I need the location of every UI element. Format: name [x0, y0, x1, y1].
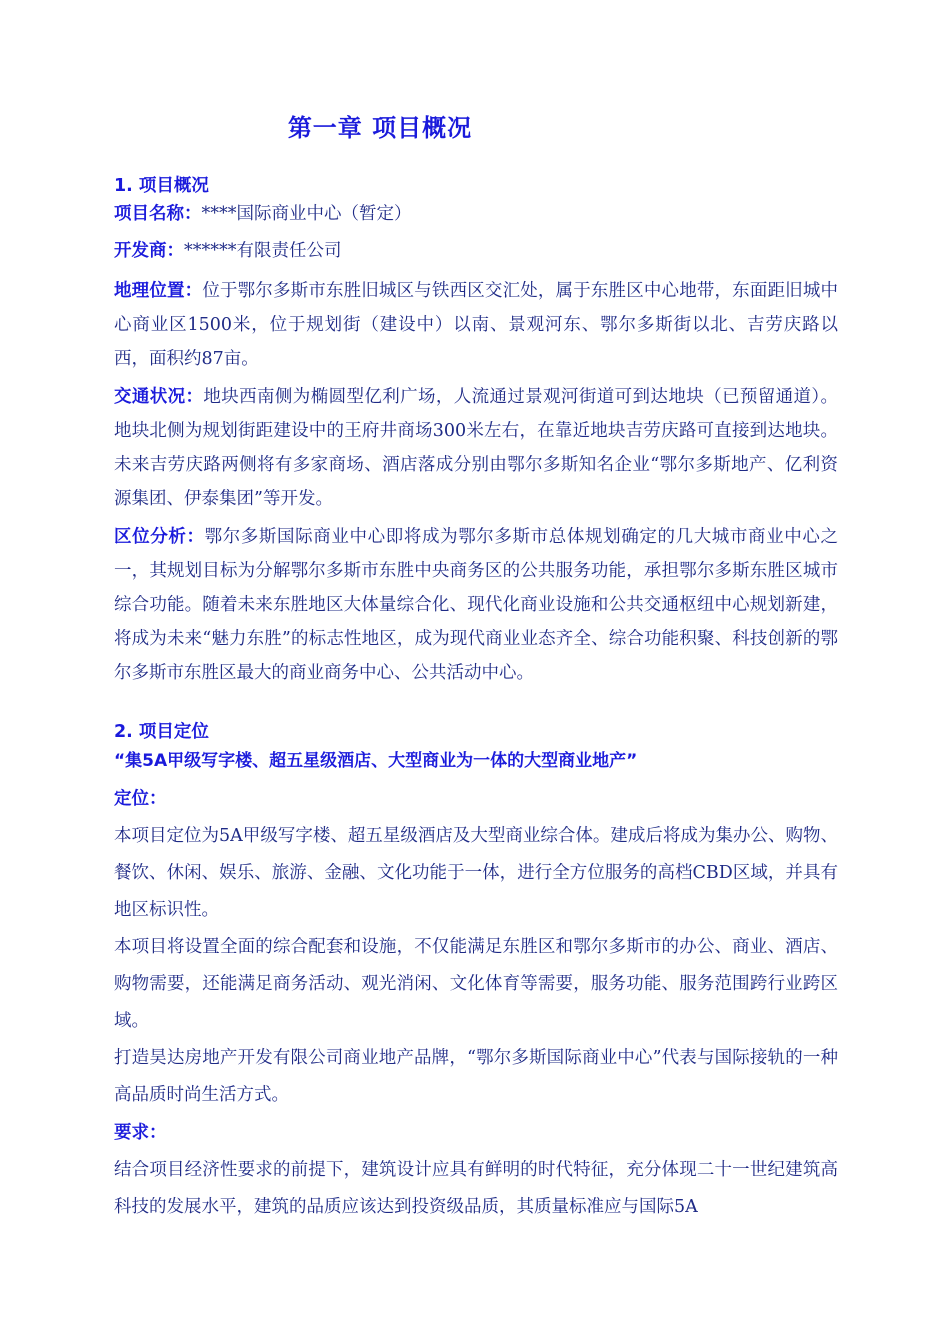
- location-paragraph: [114, 274, 838, 376]
- developer-line: [114, 232, 838, 270]
- traffic-paragraph: [114, 380, 838, 516]
- positioning-paragraph-1: 本项目定位为5A甲级写字楼、超五星级酒店及大型商业综合体。建成后将成为集办公、购物、餐饮、休闲、娱乐、旅游、金融、文化功能于一体，进行全方位服务的高档CBD区域，并具有地区标识性。: [114, 826, 838, 920]
- district-label: 区位分析：: [114, 527, 205, 547]
- district-value: 鄂尔多斯国际商业中心即将成为鄂尔多斯市总体规划确定的几大城市商业中心之一，其规划目标为分解鄂尔多斯市东胜中央商务区的公共服务功能，承担鄂尔多斯东胜区城市综合功能。随着未来东胜地区大体量综合化、现代化商业设施和公共交通枢纽中心规划新建，将成为未来“魅力东胜”的标志性地区，成为现代商业业态齐全、综合功能积聚、科技创新的鄂尔多斯市东胜区最大的商业商务中心、公共活动中心。: [114, 527, 838, 683]
- requirements-label: 要求：: [114, 1123, 167, 1143]
- positioning-paragraph-3: 打造昊达房地产开发有限公司商业地产品牌，“鄂尔多斯国际商业中心”代表与国际接轨的一种高品质时尚生活方式。: [114, 1048, 838, 1105]
- section-1-heading: 1. 项目概况: [114, 176, 209, 196]
- traffic-value: 地块西南侧为椭圆型亿利广场，人流通过景观河街道可到达地块（已预留通道）。地块北侧为规划街距建设中的王府井商场300米左右，在靠近地块吉劳庆路可直接到达地块。未来吉劳庆路两侧将有多家商场、酒店落成分别由鄂尔多斯知名企业“鄂尔多斯地产、亿利资源集团、伊泰集团”等开发。: [114, 387, 838, 509]
- document-content: [114, 172, 838, 1226]
- section-2-heading: 2. 项目定位: [114, 722, 209, 742]
- location-value: 位于鄂尔多斯市东胜旧城区与铁西区交汇处，属于东胜区中心地带，东面距旧城中心商业区1500米，位于规划街（建设中）以南、景观河东、鄂尔多斯街以北、吉劳庆路以西，面积约87亩。: [114, 281, 838, 369]
- project-name-value: ****国际商业中心（暂定）: [201, 204, 412, 224]
- positioning-label: 定位：: [114, 789, 167, 809]
- requirements-paragraph-1: 结合项目经济性要求的前提下，建筑设计应具有鲜明的时代特征，充分体现二十一世纪建筑高科技的发展水平，建筑的品质应该达到投资级品质，其质量标准应与国际5A: [114, 1160, 838, 1217]
- traffic-label: 交通状况：: [114, 387, 204, 407]
- project-name-label: 项目名称：: [114, 204, 202, 224]
- district-paragraph: [114, 520, 838, 690]
- developer-label: 开发商：: [114, 241, 184, 261]
- project-slogan: “集5A甲级写字楼、超五星级酒店、大型商业为一体的大型商业地产”: [114, 751, 638, 771]
- location-label: 地理位置：: [114, 281, 203, 301]
- project-name-line: [114, 200, 838, 228]
- positioning-paragraph-2: 本项目将设置全面的综合配套和设施，不仅能满足东胜区和鄂尔多斯市的办公、商业、酒店、购物需要，还能满足商务活动、观光消闲、文化体育等需要，服务功能、服务范围跨行业跨区域。: [114, 937, 838, 1031]
- chapter-title: 第一章 项目概况: [287, 114, 473, 142]
- developer-value: ******有限责任公司: [184, 241, 342, 261]
